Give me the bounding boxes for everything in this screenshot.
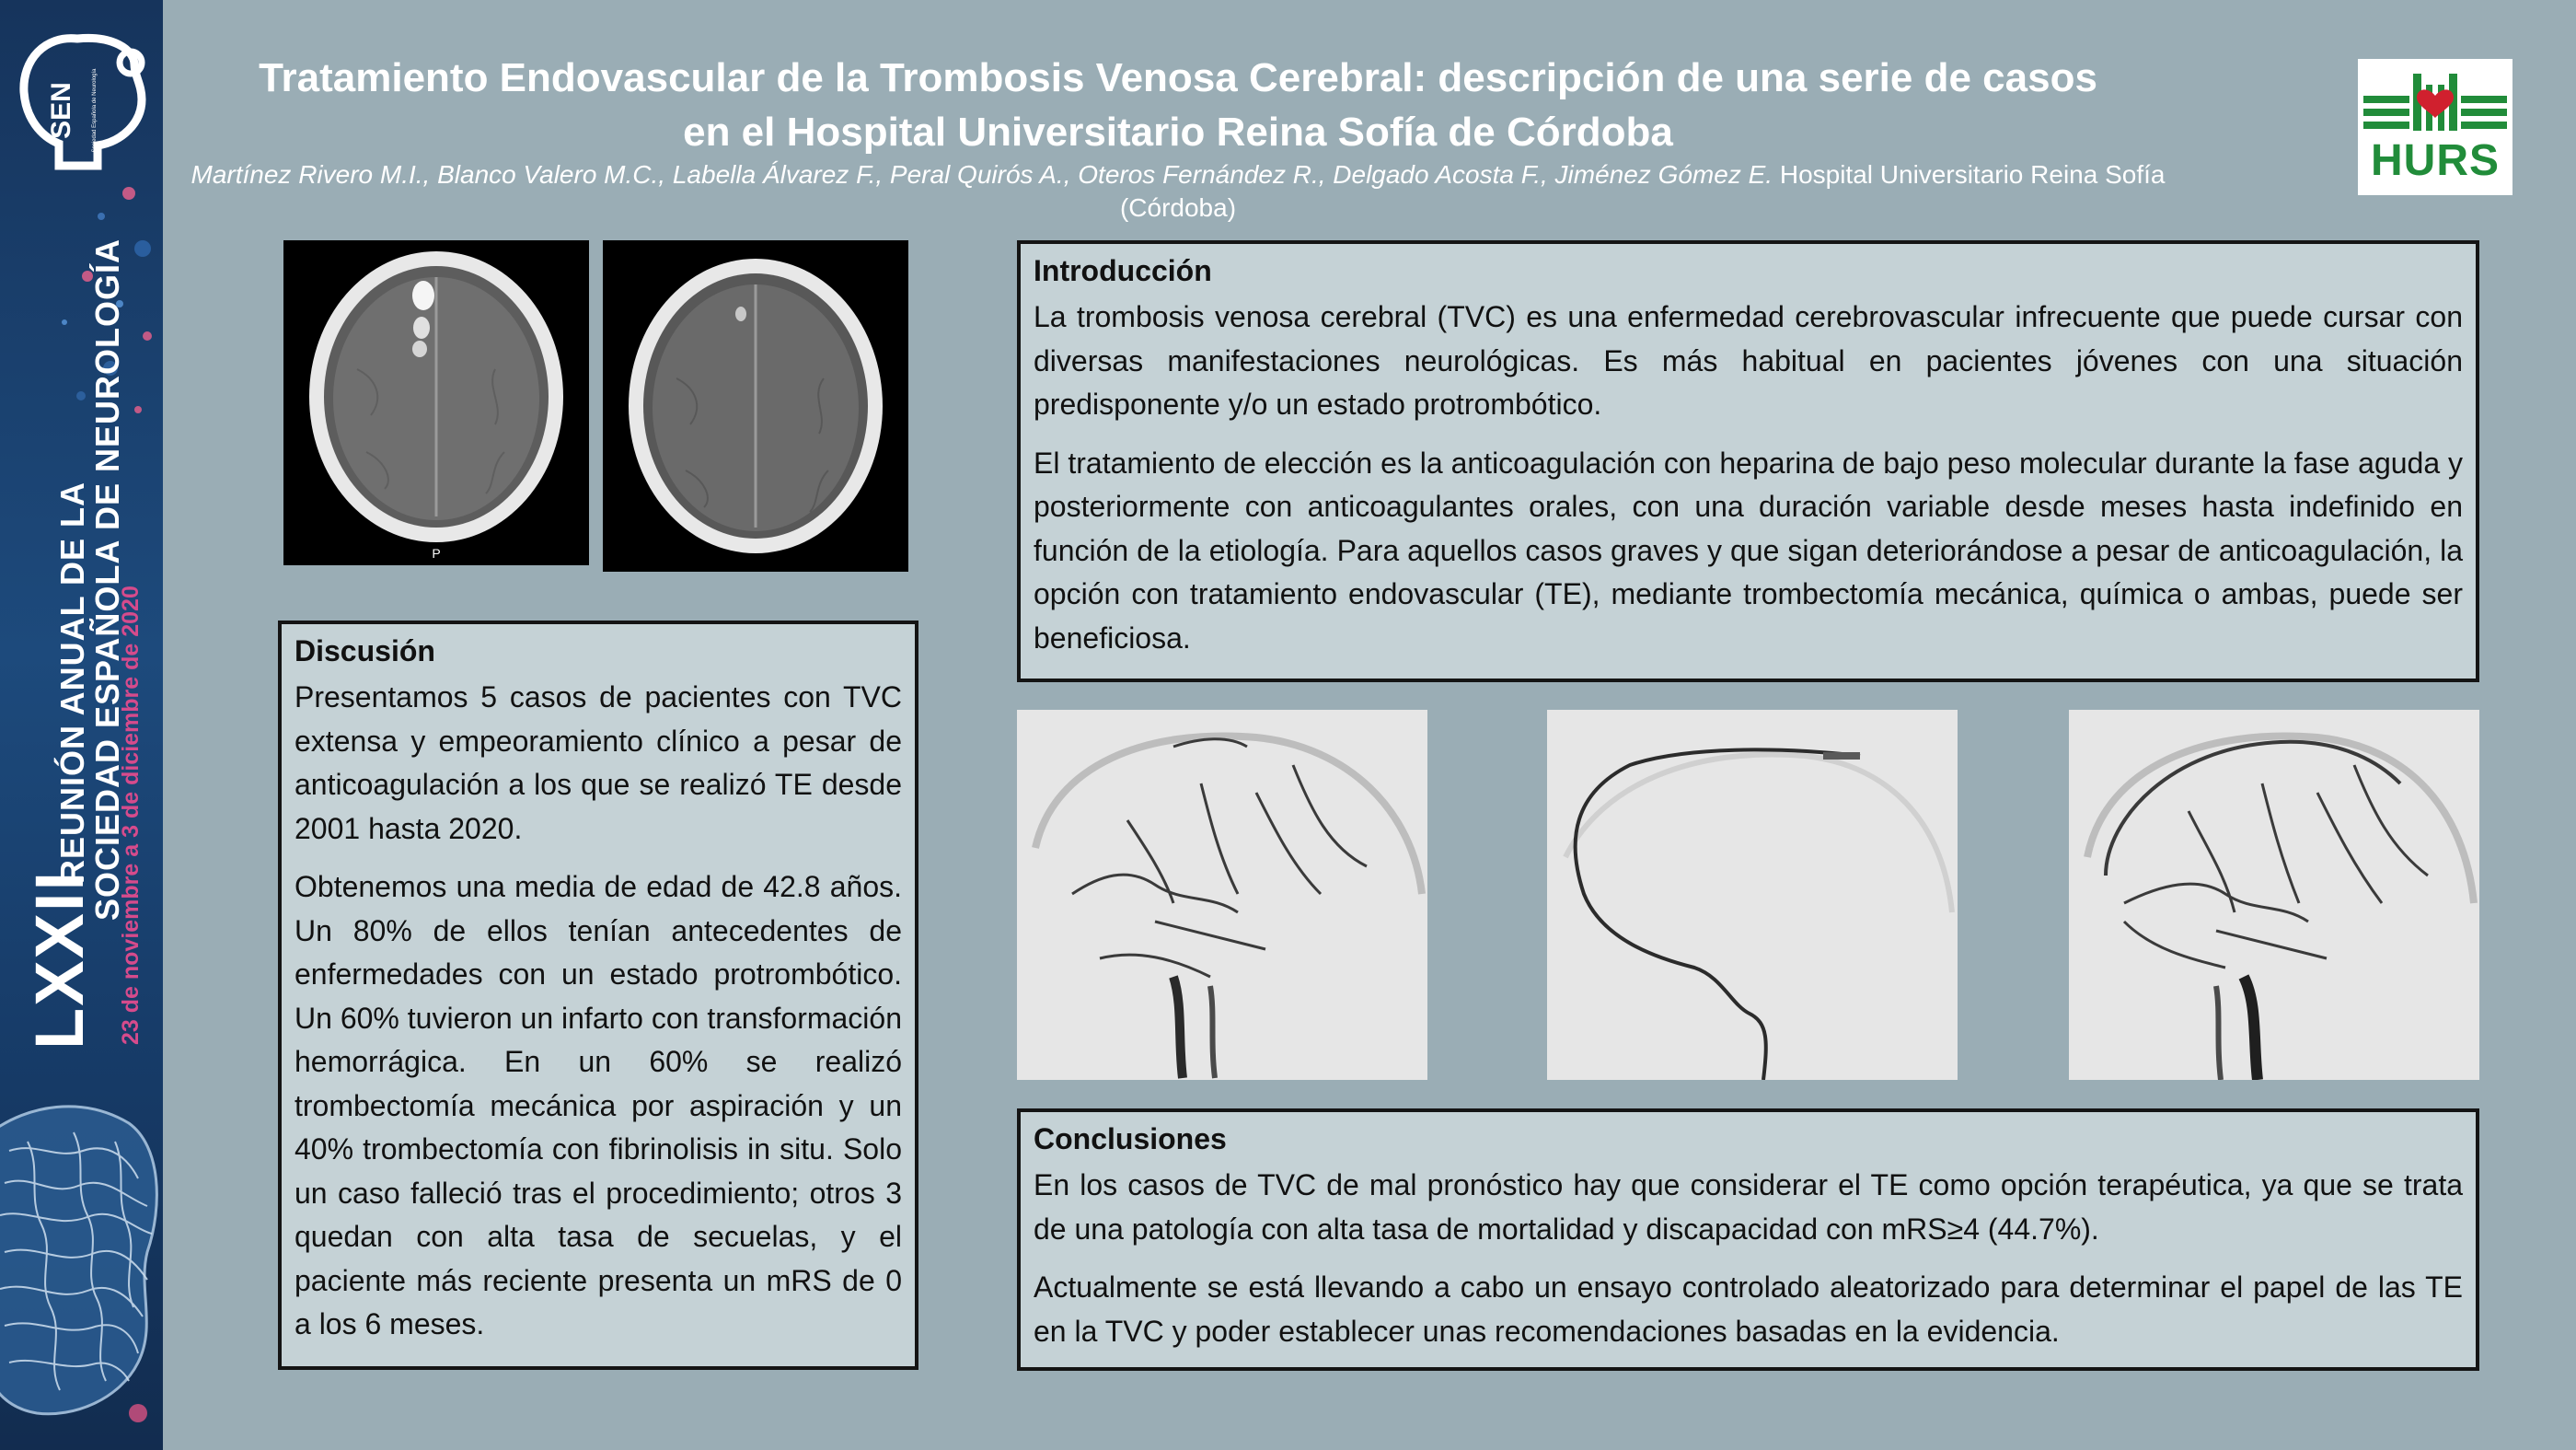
angiography-image-2 (1547, 710, 1958, 1080)
discusion-box (278, 621, 918, 1370)
discusion-heading: Discusión (295, 634, 435, 667)
meeting-dates: 23 de noviembre a 3 de diciembre de 2020 (118, 586, 144, 1045)
meeting-title-line1: REUNIÓN ANUAL DE LA (53, 481, 91, 884)
sen-logo-text: SEN (46, 82, 76, 139)
edition-number: LXXII (21, 869, 98, 1050)
hurs-logo (2358, 59, 2512, 195)
sen-logo (13, 28, 151, 184)
angiography-image-1 (1017, 710, 1427, 1080)
ct-marker: P (432, 546, 441, 561)
conclusiones-paragraph: En los casos de TVC de mal pronóstico hay que considerar el TE como opción terapéutica, ya que se trata de una patología con alta tasa de mortalidad y discapacidad con mRS≥4 (44.7%). (1034, 1168, 2463, 1246)
decorative-dots (0, 175, 163, 451)
conclusiones-box (1017, 1108, 2479, 1371)
introduccion-heading: Introducción (1034, 254, 1212, 287)
brain-illustration (0, 1096, 163, 1450)
institution: Hospital Universitario Reina Sofía (Córdoba) (1119, 160, 2166, 222)
conclusiones-heading: Conclusiones (1034, 1122, 1227, 1155)
discusion-paragraph: Presentamos 5 casos de pacientes con TVC extensa y empeoramiento clínico a pesar de anticoagulación a los que se realizó TE desde 2001 hasta 2020. (295, 680, 902, 845)
hurs-wordmark: HURS (2370, 136, 2500, 185)
conference-sidebar (0, 0, 163, 1450)
hurs-emblem (2358, 59, 2512, 142)
meeting-title-line2: SOCIEDAD ESPAÑOLA DE NEUROLOGÍA (88, 238, 126, 921)
discusion-paragraph: Obtenemos una media de edad de 42.8 años. Un 80% de ellos tenían antecedentes de enfermedades con un estado protrombótico. Un 60% tuvieron un infarto con transformación hemorrágica. En un 60% se realizó trombectomía mecánica por aspiración y un 40% trombectomía con fibrinolisis in situ. Solo un caso falleció tras el procedimiento; otros 3 quedan con alta tasa de secuelas, y el paciente más reciente presenta un mRS de 0 a los 6 meses. (295, 870, 902, 1340)
poster-title: Tratamiento Endovascular de la Trombosis Venosa Cerebral: descripción de una serie de casos en el Hospital Universitario Reina Sofía de Córdoba (259, 55, 2097, 155)
introduccion-paragraph: El tratamiento de elección es la anticoagulación con heparina de bajo peso molecular durante la fase aguda y posteriormente con anticoagulantes orales, con una duración variable desde meses hasta indefinido en función de la etiología. Para aquellos casos graves y que sigan deteriorándose a pesar de anticoagulación, la opción con tratamiento endovascular (TE), mediante trombectomía mecánica, química o ambas, puede ser beneficiosa. (1034, 446, 2464, 655)
ct-scan-image-1 (283, 240, 589, 565)
conclusiones-paragraph: Actualmente se está llevando a cabo un ensayo controlado aleatorizado para determinar el papel de las TE en la TVC y poder establecer unas recomendaciones basadas en la evidencia. (1034, 1270, 2463, 1348)
authors-line (184, 158, 2172, 225)
introduccion-paragraph: La trombosis venosa cerebral (TVC) es una enfermedad cerebrovascular infrecuente que puede cursar con diversas manifestaciones neurológicas. Es más habitual en pacientes jóvenes con una situación predisponente y/o un estado protrombótico. (1034, 300, 2463, 421)
sen-logo-subtext: Sociedad Española de Neurología (92, 68, 98, 153)
author-names: Martínez Rivero M.I., Blanco Valero M.C., Labella Álvarez F., Peral Quirós A., Oteros Fernández R., Delgado Acosta F., Jiménez Gómez E. (191, 160, 1773, 189)
introduccion-box (1017, 240, 2479, 682)
ct-scan-image-2 (603, 240, 908, 572)
angiography-image-3 (2069, 710, 2479, 1080)
